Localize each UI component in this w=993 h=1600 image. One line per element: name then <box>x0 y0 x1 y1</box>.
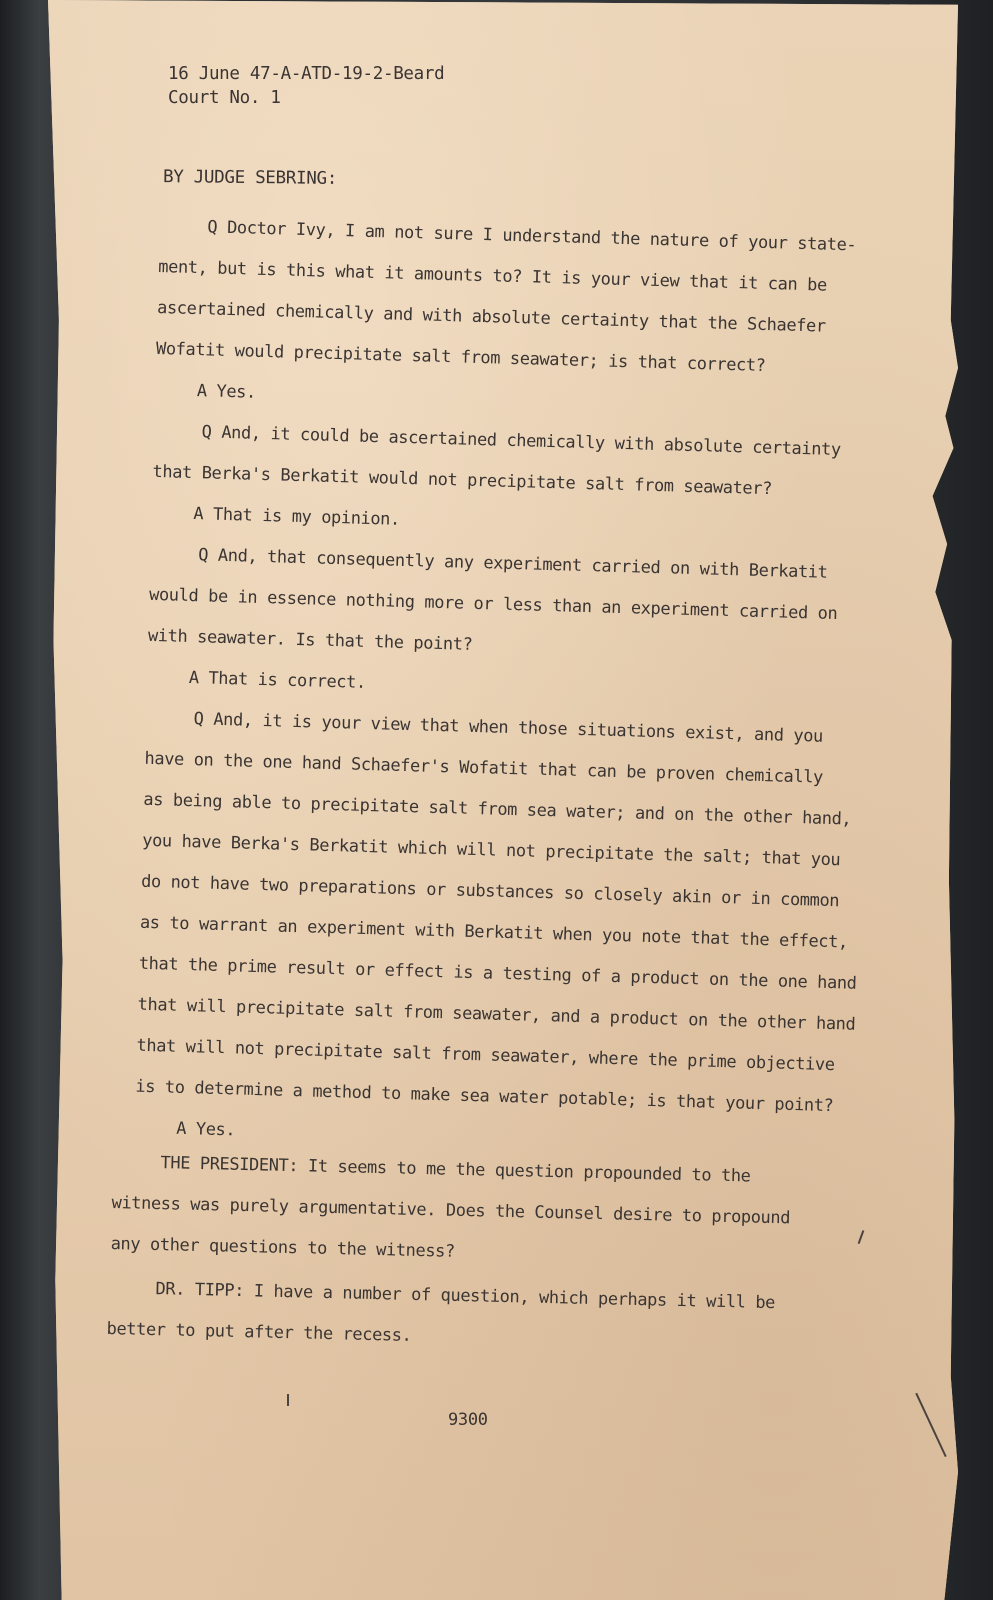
q1-line-4: Wofatit would precipitate salt from seawater; is that correct? <box>155 338 766 376</box>
q4-line-6: as to warrant an experiment with Berkatit when you note that the effect, <box>139 912 849 953</box>
answer-2: A That is my opinion. <box>193 504 401 530</box>
q2-line-2: that Berka's Berkatit would not precipitate salt from seawater? <box>152 461 773 500</box>
section-heading: BY JUDGE SEBRING: <box>162 167 338 189</box>
q4-line-8: that will precipitate salt from seawater, and a product on the other hand <box>137 994 856 1035</box>
q3-line-2: would be in essence nothing more or less than an experiment carried on <box>148 584 838 625</box>
q4-line-5: do not have two preparations or substances so closely akin or in common <box>140 871 840 912</box>
tipp-statement <box>106 1268 775 1365</box>
q1-line-1: Q Doctor Ivy, I am not sure I understand the nature of your state- <box>207 217 857 256</box>
q3-line-1: Q And, that consequently any experiment carried on with Berkatit <box>197 545 828 583</box>
answer-3: A That is correct. <box>188 667 367 693</box>
answer-1: A Yes. <box>196 381 257 403</box>
q4-line-4: you have Berka's Berkatit which will not precipitate the salt; that you <box>141 830 841 871</box>
header-court-number: Court No. 1 <box>168 88 281 108</box>
tipp-line-1: DR. TIPP: I have a number of question, which perhaps it will be <box>155 1279 776 1314</box>
q4-line-2: have on the one hand Schaefer's Wofatit that can be proven chemically <box>144 748 824 788</box>
q3-line-3: with seawater. Is that the point? <box>147 625 473 655</box>
transcript-body <box>134 206 878 1169</box>
q4-line-1: Q And, it is your view that when those situations exist, and you <box>193 709 824 747</box>
president-line-3: any other questions to the witness? <box>110 1233 456 1262</box>
document-header <box>168 62 444 110</box>
q4-line-7: that the prime result or effect is a testing of a product on the one hand <box>138 953 857 994</box>
q2-line-1: Q And, it could be ascertained chemically with absolute certainty <box>201 422 842 461</box>
margin-mark <box>287 1394 289 1406</box>
page-number: 9300 <box>448 1410 488 1430</box>
q4-line-3: as being able to precipitate salt from sea water; and on the other hand, <box>143 789 852 830</box>
president-line-1: THE PRESIDENT: It seems to me the question propounded to the <box>160 1153 751 1187</box>
q1-line-3: ascertained chemically and with absolute certainty that the Schaefer <box>156 297 826 337</box>
answer-4: A Yes. <box>175 1118 236 1141</box>
q1-line-2: ment, but is this what it amounts to? It is your view that it can be <box>158 256 828 296</box>
president-line-2: witness was purely argumentative. Does the Counsel desire to propound <box>111 1192 791 1229</box>
tipp-line-2: better to put after the recess. <box>106 1318 412 1346</box>
q4-line-10: is to determine a method to make sea water potable; is that your point? <box>135 1076 834 1117</box>
president-statement <box>110 1142 791 1280</box>
header-date-reference: 16 June 47-A-ATD-19-2-Beard <box>168 64 445 84</box>
q4-line-9: that will not precipitate salt from seawater, where the prime objective <box>136 1035 835 1076</box>
